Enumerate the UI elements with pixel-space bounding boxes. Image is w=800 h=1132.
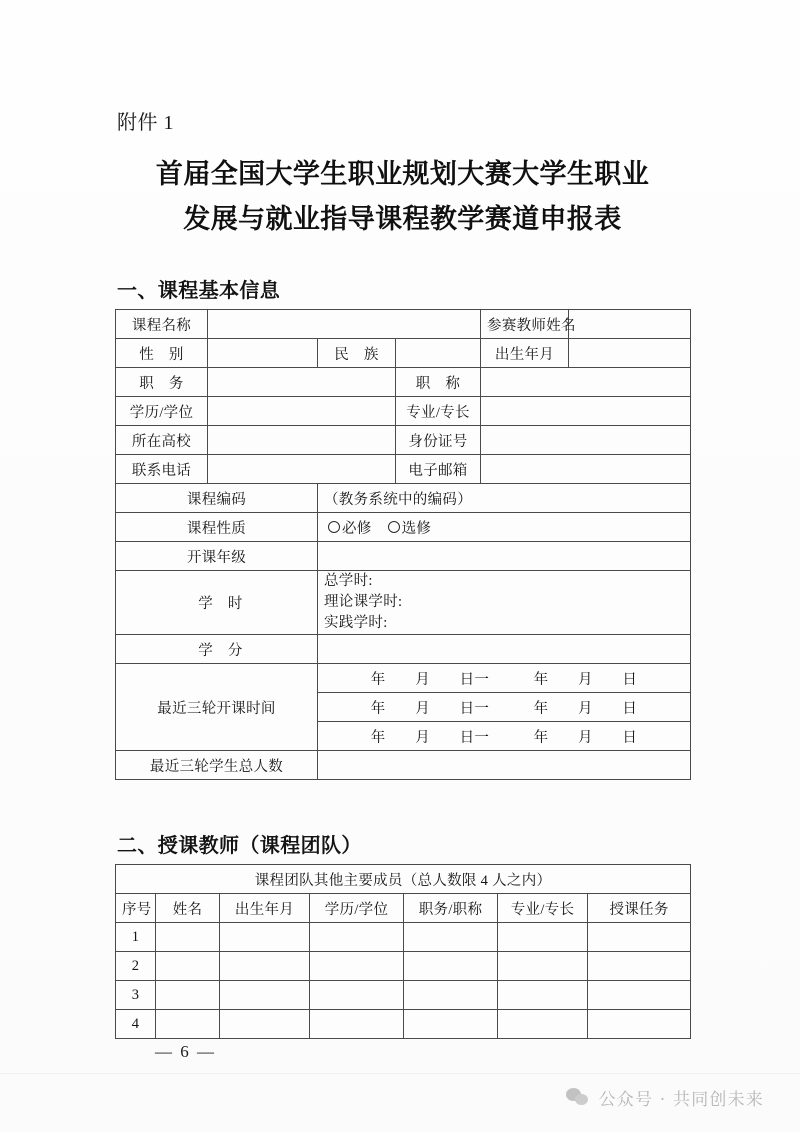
label-id-number: 身份证号 bbox=[396, 426, 481, 455]
team-cell-position-title[interactable] bbox=[404, 952, 498, 981]
team-cell-name[interactable] bbox=[156, 952, 220, 981]
team-cell-teaching-task[interactable] bbox=[588, 923, 691, 952]
class-hours-total: 总学时: bbox=[324, 573, 373, 589]
table-row bbox=[116, 664, 691, 693]
field-start-grade[interactable] bbox=[318, 542, 691, 571]
team-cell-birth-date[interactable] bbox=[220, 952, 310, 981]
label-ethnicity: 民 族 bbox=[318, 339, 396, 368]
team-row-index: 4 bbox=[116, 1010, 156, 1039]
team-cell-birth-date[interactable] bbox=[220, 1010, 310, 1039]
team-cell-teaching-task[interactable] bbox=[588, 981, 691, 1010]
label-birth-date: 出生年月 bbox=[481, 339, 569, 368]
team-cell-education-degree[interactable] bbox=[310, 981, 404, 1010]
page-title-line-2: 发展与就业指导课程教学赛道申报表 bbox=[183, 204, 622, 235]
radio-label-elective: 选修 bbox=[401, 520, 432, 537]
label-teacher-name: 参赛教师姓名 bbox=[481, 310, 569, 339]
team-cell-teaching-task[interactable] bbox=[588, 952, 691, 981]
wechat-bubble-small bbox=[575, 1094, 588, 1105]
field-major-specialty[interactable] bbox=[481, 397, 691, 426]
label-class-hours: 学 时 bbox=[116, 571, 318, 635]
radio-option-required[interactable] bbox=[328, 517, 372, 538]
table-banner-row bbox=[116, 865, 691, 894]
field-position[interactable] bbox=[208, 368, 396, 397]
field-course-code[interactable]: （教务系统中的编码） bbox=[318, 484, 691, 513]
table-row bbox=[116, 310, 691, 339]
label-phone: 联系电话 bbox=[116, 455, 208, 484]
table-row bbox=[116, 923, 691, 952]
wechat-icon bbox=[566, 1088, 590, 1108]
team-cell-position-title[interactable] bbox=[404, 923, 498, 952]
field-id-number[interactable] bbox=[481, 426, 691, 455]
class-hours-theory: 理论课学时: bbox=[324, 594, 403, 610]
label-university: 所在高校 bbox=[116, 426, 208, 455]
team-row-index: 1 bbox=[116, 923, 156, 952]
team-cell-teaching-task[interactable] bbox=[588, 1010, 691, 1039]
field-term-date-2[interactable]: 年 月 日一 年 月 日 bbox=[318, 693, 691, 722]
field-phone[interactable] bbox=[208, 455, 396, 484]
column-header-education-degree: 学历/学位 bbox=[310, 894, 404, 923]
table-row bbox=[116, 368, 691, 397]
label-recent-three-terms: 最近三轮开课时间 bbox=[116, 664, 318, 751]
radio-circle-icon bbox=[328, 521, 340, 533]
team-cell-name[interactable] bbox=[156, 981, 220, 1010]
table-row bbox=[116, 635, 691, 664]
team-cell-name[interactable] bbox=[156, 923, 220, 952]
attachment-label: 附件 1 bbox=[117, 112, 174, 134]
field-email[interactable] bbox=[481, 455, 691, 484]
field-course-name[interactable] bbox=[208, 310, 481, 339]
team-cell-major-specialty[interactable] bbox=[498, 952, 588, 981]
label-credits: 学 分 bbox=[116, 635, 318, 664]
field-credits[interactable] bbox=[318, 635, 691, 664]
field-education-degree[interactable] bbox=[208, 397, 396, 426]
field-university[interactable] bbox=[208, 426, 396, 455]
table-row bbox=[116, 981, 691, 1010]
column-header-major-specialty: 专业/专长 bbox=[498, 894, 588, 923]
column-header-position-title: 职务/职称 bbox=[404, 894, 498, 923]
team-table-banner: 课程团队其他主要成员（总人数限 4 人之内） bbox=[116, 865, 691, 894]
team-cell-name[interactable] bbox=[156, 1010, 220, 1039]
team-cell-education-degree[interactable] bbox=[310, 1010, 404, 1039]
team-row-index: 2 bbox=[116, 952, 156, 981]
table-row bbox=[116, 339, 691, 368]
column-header-name: 姓名 bbox=[156, 894, 220, 923]
label-recent-three-students: 最近三轮学生总人数 bbox=[116, 751, 318, 780]
label-email: 电子邮箱 bbox=[396, 455, 481, 484]
course-basic-info-table bbox=[115, 309, 691, 780]
team-cell-major-specialty[interactable] bbox=[498, 981, 588, 1010]
table-header-row bbox=[116, 894, 691, 923]
field-recent-three-students[interactable] bbox=[318, 751, 691, 780]
page-title-line-1: 首届全国大学生职业规划大赛大学生职业 bbox=[155, 159, 650, 190]
class-hours-practice: 实践学时: bbox=[324, 615, 388, 631]
teaching-team-table bbox=[115, 864, 691, 1039]
field-teacher-name[interactable] bbox=[569, 310, 691, 339]
field-ethnicity[interactable] bbox=[396, 339, 481, 368]
team-cell-major-specialty[interactable] bbox=[498, 923, 588, 952]
label-start-grade: 开课年级 bbox=[116, 542, 318, 571]
table-row bbox=[116, 455, 691, 484]
label-major-specialty: 专业/专长 bbox=[396, 397, 481, 426]
label-course-name: 课程名称 bbox=[116, 310, 208, 339]
footer-credit-text: 公众号 · 共同创未来 bbox=[598, 1090, 764, 1110]
field-title-rank[interactable] bbox=[481, 368, 691, 397]
team-cell-birth-date[interactable] bbox=[220, 923, 310, 952]
field-class-hours[interactable] bbox=[318, 571, 691, 635]
table-row bbox=[116, 571, 691, 635]
page-title bbox=[115, 152, 690, 242]
table-row bbox=[116, 397, 691, 426]
section-heading-teaching-team: 二、授课教师（课程团队） bbox=[117, 833, 362, 857]
team-cell-education-degree[interactable] bbox=[310, 952, 404, 981]
table-row bbox=[116, 1010, 691, 1039]
team-cell-birth-date[interactable] bbox=[220, 981, 310, 1010]
label-course-nature: 课程性质 bbox=[116, 513, 318, 542]
table-row bbox=[116, 426, 691, 455]
label-course-code: 课程编码 bbox=[116, 484, 318, 513]
table-row bbox=[116, 484, 691, 513]
radio-option-elective[interactable] bbox=[388, 517, 432, 538]
team-cell-position-title[interactable] bbox=[404, 1010, 498, 1039]
label-title-rank: 职 称 bbox=[396, 368, 481, 397]
page-number: — 6 — bbox=[155, 1042, 216, 1061]
column-header-index: 序号 bbox=[116, 894, 156, 923]
column-header-birth-date: 出生年月 bbox=[220, 894, 310, 923]
radio-circle-icon bbox=[388, 521, 400, 533]
column-header-teaching-task: 授课任务 bbox=[588, 894, 691, 923]
label-position: 职 务 bbox=[116, 368, 208, 397]
table-row bbox=[116, 952, 691, 981]
field-birth-date[interactable] bbox=[569, 339, 691, 368]
footer-credit bbox=[566, 1085, 764, 1110]
field-gender[interactable] bbox=[208, 339, 318, 368]
section-heading-course-info: 一、课程基本信息 bbox=[117, 278, 281, 302]
team-cell-position-title[interactable] bbox=[404, 981, 498, 1010]
field-course-nature bbox=[318, 513, 691, 542]
label-education-degree: 学历/学位 bbox=[116, 397, 208, 426]
table-row bbox=[116, 513, 691, 542]
team-cell-major-specialty[interactable] bbox=[498, 1010, 588, 1039]
table-row bbox=[116, 751, 691, 780]
team-row-index: 3 bbox=[116, 981, 156, 1010]
label-gender: 性 别 bbox=[116, 339, 208, 368]
table-row bbox=[116, 542, 691, 571]
radio-label-required: 必修 bbox=[342, 520, 372, 537]
field-term-date-3[interactable]: 年 月 日一 年 月 日 bbox=[318, 722, 691, 751]
team-cell-education-degree[interactable] bbox=[310, 923, 404, 952]
field-term-date-1[interactable]: 年 月 日一 年 月 日 bbox=[318, 664, 691, 693]
